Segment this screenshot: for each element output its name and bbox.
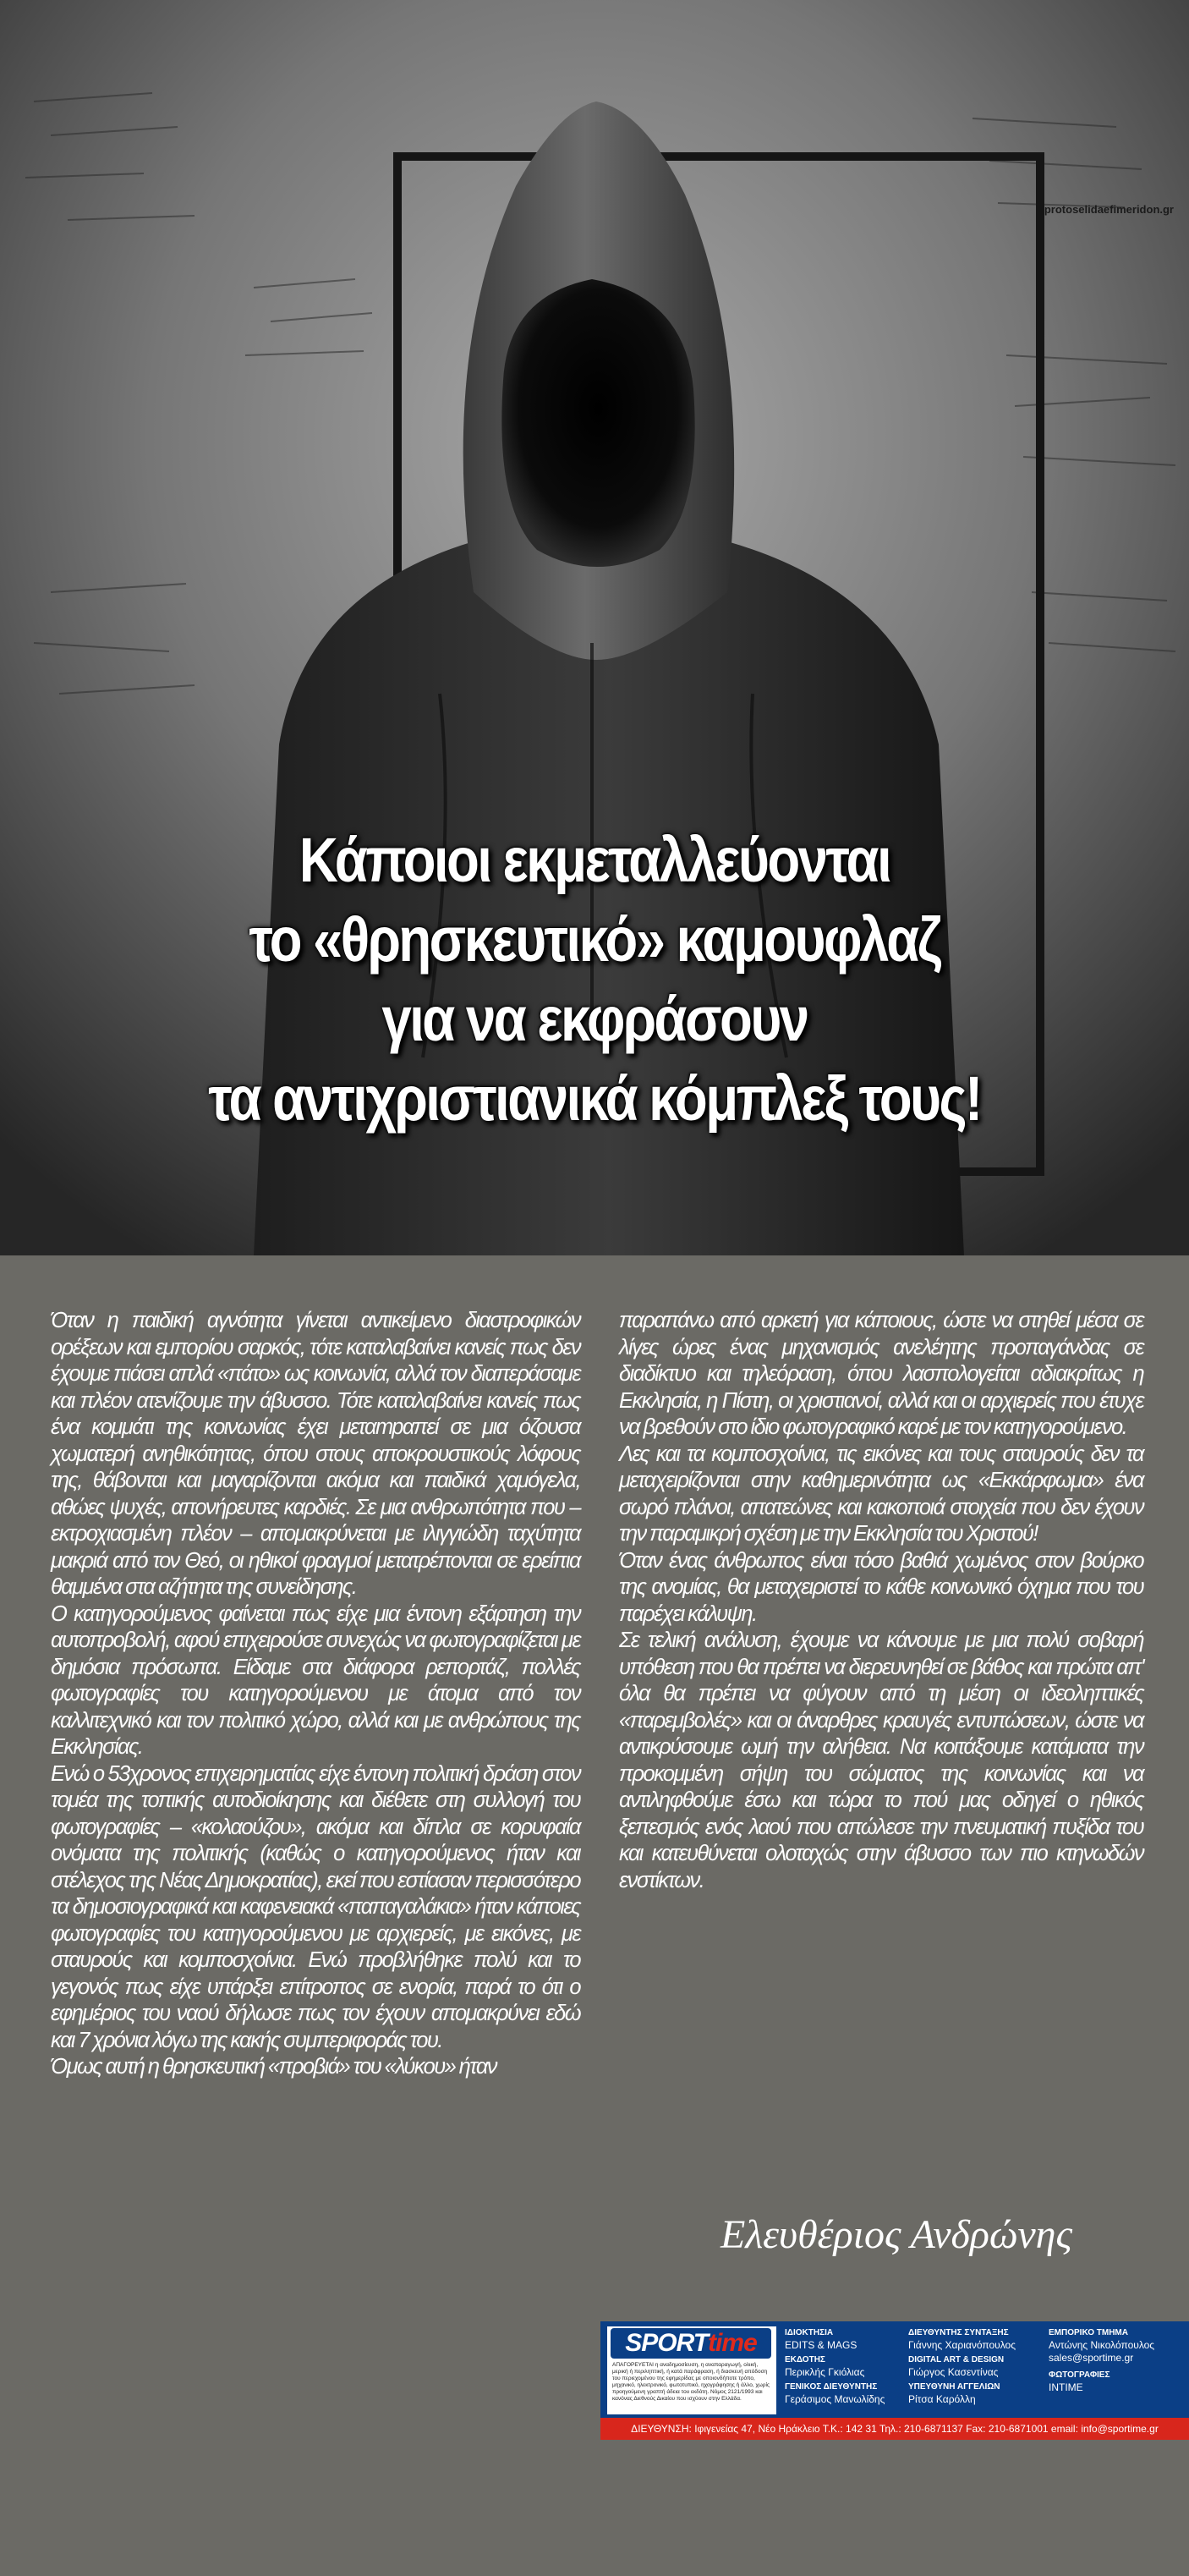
masthead-label: ΕΚΔΟΤΗΣ: [785, 2355, 825, 2365]
headline-line: τα αντιχριστιανικά κόμπλεξ τους!: [208, 1063, 981, 1134]
paragraph: Λες και τα κομποσχοίνια, τις εικόνες και τους σταυρούς δεν τα μεταχειρίζονται στην καθημερινότητα ως «Εκκάρφωμα» ένα σωρό πλάνοι, απατεώνες και κακοποιά στοιχεία που δεν έχουν την παραμικρή σχέση με την Εκκλησία του Χριστού!: [619, 1442, 1143, 1546]
masthead-label: DIGITAL ART & DESIGN: [908, 2355, 1005, 2365]
masthead-label: ΦΩΤΟΓΡΑΦΙΕΣ: [1049, 2370, 1110, 2380]
masthead-value: Ρίτσα Καρόλλη: [908, 2393, 976, 2405]
masthead-label: ΔΙΕΥΘΥΝΤΗΣ ΣΥΝΤΑΞΗΣ: [908, 2328, 1009, 2337]
masthead-label: ΙΔΙΟΚΤΗΣΙΑ: [785, 2328, 834, 2337]
masthead-value: Περικλής Γκιόλιας: [785, 2366, 865, 2378]
headline-line: το «θρησκευτικό» καμουφλαζ: [249, 904, 940, 975]
masthead-block: [1049, 2326, 1154, 2365]
hero-photo: [0, 0, 1189, 1255]
paragraph: Όταν ένας άνθρωπος είναι τόσο βαθιά χωμένος στον βούρκο της ανομίας, θα μεταχειριστεί το κάθε κοινωνικό όχημα που του παρέχει κάλυψη.: [619, 1548, 1143, 1626]
paragraph: Ενώ ο 53χρονος επιχειρηματίας είχε έντονη πολιτική δράση στον τομέα της τοπικής αυτοδιοίκησης και διέθετε στη συλλογή του φωτογραφίες – «κολαούζου», ακόμα και δίπλα σε κορυφαία ονόματα της πολιτικής (καθώς ο κατηγορούμενος ήταν και στέλεχος της Νέας Δημοκρατίας), εκεί που εστίασαν περισσότερο τα δημοσιογραφικά και καφενειακά «παπαγαλάκια» ήταν κάποιες φωτογραφίες του κατηγορούμενου με αρχιερείς, με εικόνες, με σταυρούς και κομποσχοίνια. Ενώ προβλήθηκε πολύ και το γεγονός πως είχε υπάρξει επίτροπος σε ενορία, παρά το ότι ο εφημέριος του ναού δήλωσε πως τον έχουν απομακρύνει εδώ και 7 χρόνια λόγω της κακής συμπεριφοράς του.: [51, 1761, 580, 2052]
masthead-value: Γεράσιμος Μανωλίδης: [785, 2393, 885, 2405]
masthead-block: [1049, 2369, 1110, 2394]
paragraph: Ο κατηγορούμενος φαίνεται πως είχε μια έντονη εξάρτηση την αυτοπροβολή, αφού επιχειρούσε συνεχώς να φωτογραφίζεται με δημόσια πρόσωπα. Είδαμε στα διάφορα ρεπορτάζ, πολλές φωτογραφίες του κατηγορούμενου με άτομα από τον καλλιτεχνικό και τον πολιτικό χώρο, αλλά και με ανθρώπους της Εκκλησίας.: [51, 1601, 580, 1759]
paragraph: Σε τελική ανάλυση, έχουμε να κάνουμε με μια πολύ σοβαρή υπόθεση που θα πρέπει να διερευνηθεί σε βάθος και πρώτα απ' όλα θα πρέπει να φύγουν από τη μέση οι ιδεοληπτικές «παρεμβολές» και οι άναρθρες κραυγές εντυπώσεων, ώστε να αντικρύσουμε ωμή την αλήθεια. Να κοιτάξουμε κατάματα την προκομμένη σήψη του σώματος της κοινωνίας και να αντιληφθούμε έσω και τώρα το πού μας οδηγεί ο ηθικός ξεπεσμός ενός λαού που απώλεσε την πνευματική πυξίδα του και κατευθύνεται ολοταχώς στην άβυσσο των πιο κτηνωδών ενστίκτων.: [619, 1629, 1143, 1892]
paragraph: Όμως αυτή η θρησκευτική «προβιά» του «λύκου» ήταν: [51, 2055, 496, 2079]
logo-box: [607, 2326, 776, 2414]
logo-accent: time: [708, 2329, 757, 2357]
headline: [83, 821, 1105, 1139]
masthead-value: Γιώργος Κασεντίνας: [908, 2366, 999, 2378]
masthead-address: ΔΙΕΥΘΥΝΣΗ: Ιφιγενείας 47, Νέο Ηράκλειο Τ.Κ.: 142 31 Τηλ.: 210-6871137 Fax: 210-6871001 email: info@sportime.gr: [600, 2418, 1189, 2440]
masthead-value: EDITS & MAGS: [785, 2339, 858, 2351]
masthead-value: INTIME: [1049, 2381, 1083, 2393]
headline-line: για να εκφράσουν: [381, 984, 808, 1054]
paragraph: Όταν η παιδική αγνότητα γίνεται αντικείμενο διαστροφικών ορέξεων και εμπορίου σαρκός, τότε καταλαβαίνει κανείς πως δεν έχουμε πιάσει απλά «πάτο» ως κοινωνία, αλλά τον διαπεράσαμε και πλέον ατενίζουμε την άβυσσο. Τότε καταλαβαίνει κανείς πως ένα κομμάτι της κοινωνίας έχει μεταтрαπεί σε μια όζουσα χωματερή ανηθικότητας, όπου στους αποκρουστικούς λόφους της, θάβονται και μαγαρίζονται ακόμα και παιδικά χαμόγελα, αθώες ψυχές, απονήρευτες καρδιές. Σε μια ανθρωπότητα που – εκτροχιασμένη πλέον – απομακρύνεται με ιλιγγιώδη ταχύτητα μακριά από τον Θεό, οι ηθικοί φραγμοί μετατρέπονται σε ερείπια θαμμένα στα αζήτητα της συνείδησης.: [51, 1309, 580, 1599]
newspaper-logo: [611, 2328, 771, 2359]
masthead-block: [908, 2381, 1000, 2406]
masthead-label: ΥΠΕΥΘΥΝΗ ΑΓΓΕΛΙΩΝ: [908, 2382, 1000, 2392]
article-column-left: [51, 1308, 580, 2081]
author-signature: Ελευθέριος Ανδρώνης: [721, 2212, 1072, 2257]
sales-email: sales@sportime.gr: [1049, 2352, 1134, 2364]
masthead-label: ΓΕΝΙΚΟΣ ΔΙΕΥΘΥΝΤΗΣ: [785, 2382, 878, 2392]
masthead-block: [785, 2326, 857, 2352]
headline-line: Κάποιοι εκμεταλλεύονται: [299, 825, 890, 895]
masthead-block: [908, 2326, 1016, 2352]
logo-main: SPORT: [625, 2329, 709, 2357]
masthead-value: Αντώνης Νικολόπουλος: [1049, 2339, 1155, 2351]
watermark: protoselidaefimeridon.gr: [1044, 203, 1174, 216]
masthead-block: [785, 2381, 885, 2406]
masthead-block: [908, 2354, 1004, 2379]
masthead-label: ΕΜΠΟΡΙΚΟ ΤΜΗΜΑ: [1049, 2328, 1128, 2337]
paragraph: παραπάνω από αρκετή για κάποιους, ώστε να στηθεί μέσα σε λίγες ώρες ένας μηχανισμός ανελέητης προπαγάνδας σε διαδίκτυο και τηλεόραση, όπου λασπολογείται αδιακρίτως η Εκκλησία, η Πίστη, οι χριστιανοί, αλλά και οι αρχιερείς που έτυχε να βρεθούν στο ίδιο φωτογραφικό καρέ με τον κατηγορούμενο.: [619, 1309, 1143, 1439]
copyright-notice: ΑΠΑΓΟΡΕΥΕΤΑΙ η αναδημοσίευση, η αναπαραγωγή, ολική, μερική ή περιληπτική, ή κατά παράφραση, ή διασκευή απόδοση του περιεχομένου της εφημερίδας με οποιονδήποτε τρόπο, μηχανικό, ηλεκτρονικό, φωτοτυπικό, ηχογράφησης ή άλλο, χωρίς προηγούμενη γραπτή άδεια του εκδότη. Νόμος 2121/1993 και κανόνας Διεθνούς Δικαίου που ισχύουν στην Ελλάδα.: [612, 2362, 770, 2402]
article-column-right: [619, 1308, 1143, 1894]
masthead-value: Γιάννης Χαριανόπουλος: [908, 2339, 1016, 2351]
masthead-block: [785, 2354, 864, 2379]
masthead: [600, 2321, 1189, 2440]
